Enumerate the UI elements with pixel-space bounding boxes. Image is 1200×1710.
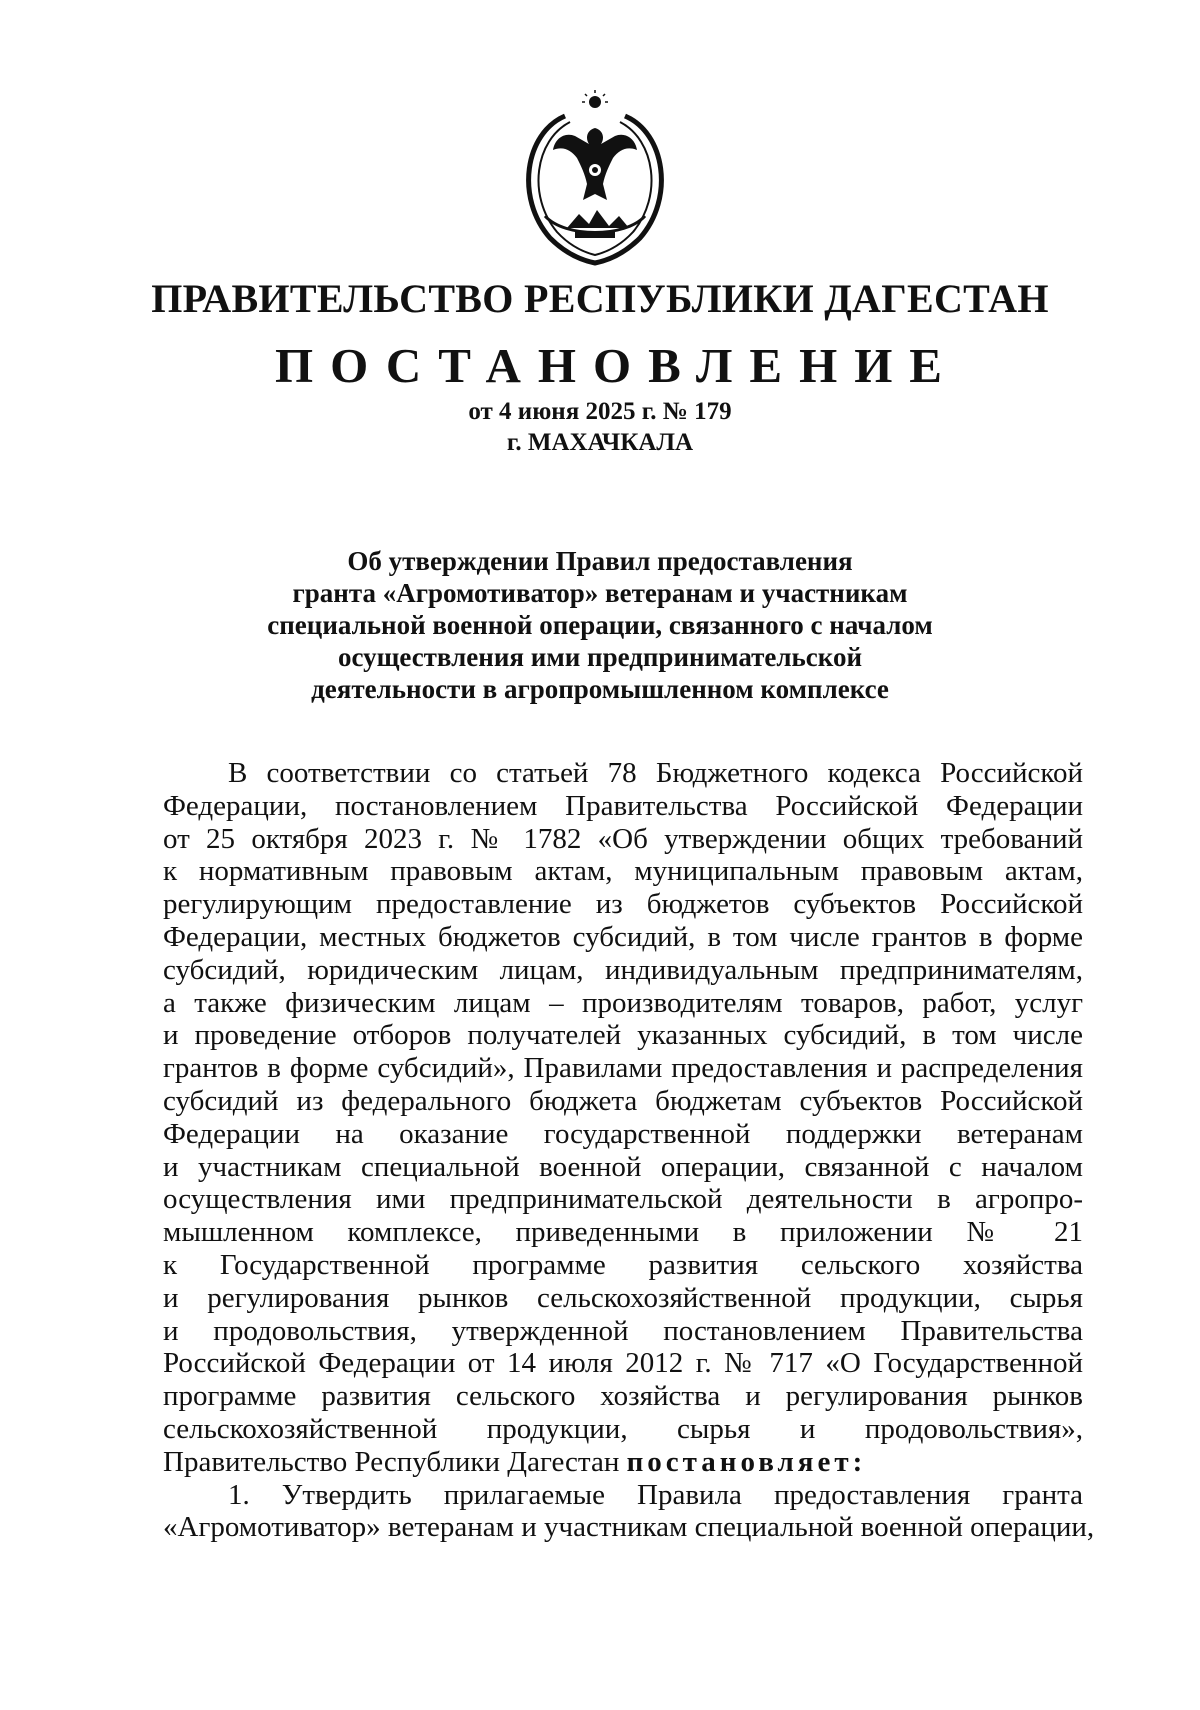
body-line: к Государственной программе развития сельского хозяйства [163, 1248, 1083, 1281]
title-line: гранта «Агромотиватор» ветеранам и участникам [292, 578, 908, 608]
city: г. МАХАЧКАЛА [506, 429, 694, 456]
resolve-prefix: Правительство Республики Дагестан [163, 1445, 620, 1478]
body-line: и продовольствия, утвержденной постановлением Правительства [163, 1314, 1083, 1347]
body-line: грантов в форме субсидий», Правилами предоставления и распределения [163, 1052, 1083, 1085]
document-body [163, 757, 1095, 1544]
body-line: Федерации на оказание государственной поддержки ветеранам [163, 1117, 1083, 1150]
body-line: осуществления ими предпринимательской деятельности в агропро- [163, 1183, 1083, 1216]
body-line: В соответствии со статьей 78 Бюджетного кодекса Российской [228, 757, 1083, 789]
title-line: Об утверждении Правил предоставления [347, 546, 853, 576]
date-and-number: от 4 июня 2025 г. № 179 [468, 398, 732, 425]
body-line: регулирующим предоставление из бюджетов субъектов Российской [163, 888, 1083, 921]
body-line: а также физическим лицам – производителям товаров, работ, услуг [163, 986, 1083, 1019]
document-title [0, 545, 1200, 705]
title-line: деятельности в агропромышленном комплексе [311, 674, 889, 704]
body-line: субсидий, юридическим лицам, индивидуальным предпринимателям, [163, 953, 1083, 986]
item-1-line: «Агромотиватор» ветеранам и участникам специальной военной операции, [163, 1511, 1095, 1544]
body-line: к нормативным правовым актам, муниципальным правовым актам, [163, 855, 1083, 888]
body-line: Федерации, местных бюджетов субсидий, в том числе грантов в форме [163, 920, 1083, 953]
document-type: ПОСТАНОВЛЕНИЕ [275, 338, 959, 393]
resolve-verb: постановляет: [626, 1445, 867, 1478]
item-1-line: 1. Утвердить прилагаемые Правила предоставления гранта [228, 1478, 1083, 1511]
government-name: ПРАВИТЕЛЬСТВО РЕСПУБЛИКИ ДАГЕСТАН [151, 276, 1049, 321]
body-line: Российской Федерации от 14 июля 2012 г. № 717 «О Государственной [163, 1347, 1083, 1380]
body-line: от 25 октября 2023 г. № 1782 «Об утверждении общих требований [163, 822, 1083, 855]
body-line: субсидий из федерального бюджета бюджетам субъектов Российской [163, 1084, 1083, 1117]
dagestan-coat-of-arms-emblem [505, 88, 685, 273]
title-line: специальной военной операции, связанного с началом [267, 610, 933, 640]
resolve-line [163, 1446, 1083, 1479]
body-line: мышленном комплексе, приведенными в приложении № 21 [163, 1216, 1083, 1249]
title-line: осуществления ими предпринимательской [337, 642, 863, 672]
body-line: сельскохозяйственной продукции, сырья и продовольствия», [163, 1412, 1083, 1445]
body-line: и регулирования рынков сельскохозяйственной продукции, сырья [163, 1281, 1083, 1314]
body-line: Федерации, постановлением Правительства Российской Федерации [163, 789, 1083, 822]
body-line: и проведение отборов получателей указанных субсидий, в том числе [163, 1019, 1083, 1052]
body-line: программе развития сельского хозяйства и регулирования рынков [163, 1380, 1083, 1413]
body-line: и участникам специальной военной операции, связанной с началом [163, 1150, 1083, 1183]
